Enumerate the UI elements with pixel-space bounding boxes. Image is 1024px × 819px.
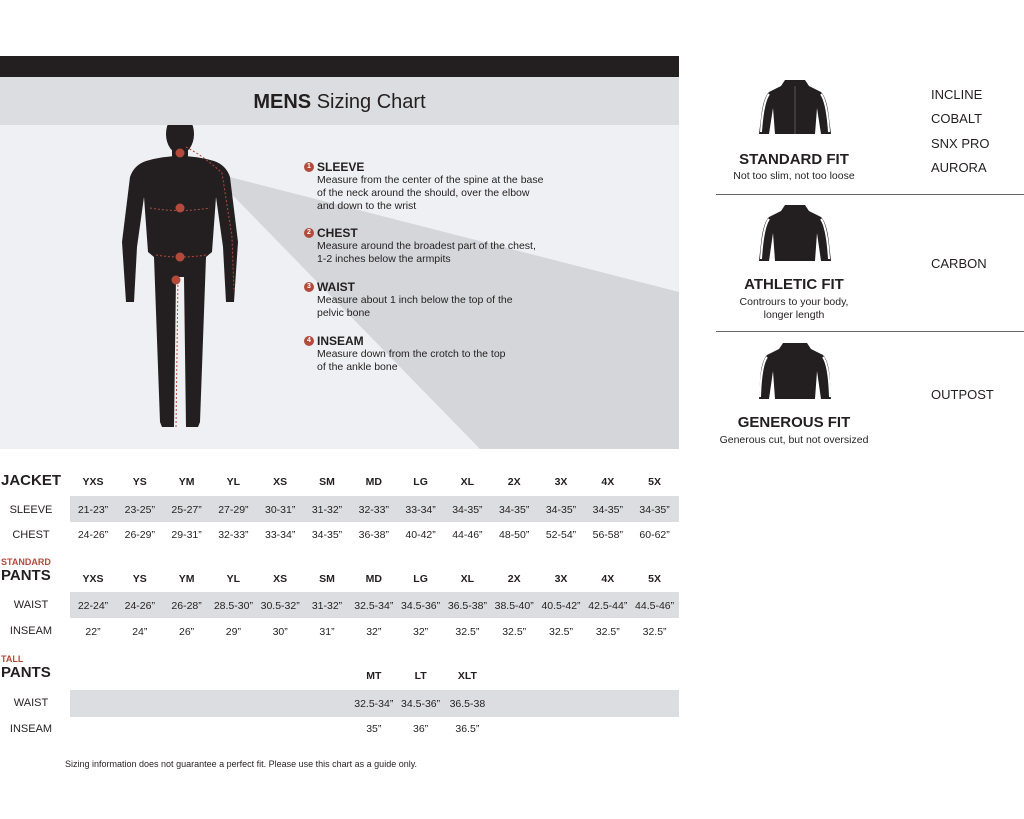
size-value-cell: 28.5-30”	[213, 600, 253, 612]
size-value-cell: 23-25”	[124, 504, 155, 516]
size-header-cell: 4X	[601, 476, 615, 488]
pants-label: PANTS	[1, 567, 51, 584]
size-value-cell: 29”	[225, 626, 241, 638]
size-value-cell: 30-31”	[265, 504, 296, 516]
size-value-cell: 44-46”	[452, 529, 483, 541]
size-header-cell: LT	[414, 670, 427, 682]
jacket-icon	[759, 203, 831, 263]
fit-athletic	[716, 195, 1024, 331]
size-header-cell: YS	[132, 476, 147, 488]
fit-desc-line: Generous cut, but not oversized	[719, 434, 869, 446]
size-header-cell: SM	[319, 476, 335, 488]
size-value-cell: 24-26”	[124, 600, 155, 612]
model-name: INCLINE	[931, 87, 983, 102]
size-header-cell: LG	[413, 476, 428, 488]
size-value-cell: 29-31”	[171, 529, 202, 541]
page-title	[0, 77, 679, 125]
size-value-cell: 36.5-38	[449, 698, 486, 710]
measure-desc	[317, 174, 567, 213]
fit-desc	[716, 170, 872, 183]
fit-desc-line: Not too slim, not too loose	[733, 170, 855, 182]
size-value-cell: 34-35”	[592, 504, 623, 516]
size-value-cell: 25-27”	[171, 504, 202, 516]
size-header-cell: YL	[226, 476, 241, 488]
size-header-cell: 2X	[507, 573, 521, 585]
size-header-cell: YXS	[82, 476, 104, 488]
size-value-cell: 22-24”	[77, 600, 109, 612]
size-header-cell: 5X	[648, 573, 662, 585]
size-value-cell: 32.5”	[549, 626, 573, 638]
measurement-waist	[304, 280, 567, 320]
row-label: WAIST	[13, 599, 49, 611]
pants-label: PANTS	[1, 664, 51, 681]
fit-desc-line: longer length	[763, 309, 825, 321]
tall-label: TALL	[1, 654, 24, 664]
size-value-cell: 42.5-44”	[588, 600, 628, 612]
size-header-cell: YXS	[82, 573, 104, 585]
size-value-cell: 26”	[179, 626, 195, 638]
model-name: AURORA	[931, 160, 987, 175]
size-header-cell: 2X	[507, 476, 521, 488]
size-value-cell: 60-62”	[639, 529, 670, 541]
size-value-cell: 34-35”	[639, 504, 670, 516]
size-value-cell: 31”	[319, 626, 335, 638]
fit-name: ATHLETIC FIT	[744, 276, 844, 293]
desc-line: Measure down from the crotch to the top	[317, 348, 506, 360]
size-value-cell: 30.5-32”	[260, 600, 300, 612]
fit-desc-line: Contrours to your body,	[739, 296, 849, 308]
desc-line: of the neck around the should, over the elbow	[317, 187, 530, 199]
size-value-cell: 56-58”	[592, 529, 623, 541]
size-header-cell: XS	[273, 476, 288, 488]
desc-line: 1-2 inches below the armpits	[317, 253, 451, 265]
size-value-cell: 32.5-34”	[354, 698, 394, 710]
fit-name: GENEROUS FIT	[737, 414, 851, 431]
size-value-cell: 33-34”	[405, 504, 436, 516]
desc-line: Measure around the broadest part of the chest,	[317, 240, 536, 252]
jacket-label: JACKET	[1, 472, 62, 489]
measure-desc	[317, 294, 567, 320]
size-value-cell: 34-35”	[545, 504, 577, 516]
size-header-cell: 3X	[554, 476, 568, 488]
size-value-cell: 32”	[366, 626, 382, 638]
size-header-cell: XL	[460, 476, 475, 488]
measure-number-badge: 1	[304, 162, 314, 172]
size-value-cell: 40-42”	[405, 529, 436, 541]
size-header-cell: MD	[365, 476, 382, 488]
size-value-cell: 32.5”	[595, 626, 620, 638]
size-value-cell: 32-33”	[218, 529, 249, 541]
size-value-cell: 52-54”	[545, 529, 577, 541]
row-label: WAIST	[13, 697, 49, 709]
size-value-cell: 35”	[366, 723, 382, 735]
size-value-cell: 32.5”	[642, 626, 667, 638]
size-value-cell: 38.5-40”	[494, 600, 534, 612]
model-name: COBALT	[931, 111, 983, 126]
size-value-cell: 21-23”	[77, 504, 109, 516]
size-value-cell: 31-32”	[311, 600, 343, 612]
size-value-cell: 34.5-36”	[401, 600, 441, 612]
row-label: SLEEVE	[9, 504, 53, 516]
measure-number-badge: 2	[304, 228, 314, 238]
size-value-cell: 40.5-42”	[541, 600, 581, 612]
measure-number-badge: 3	[304, 282, 314, 292]
size-value-cell: 36.5-38”	[447, 600, 487, 612]
fit-generous	[716, 332, 1024, 452]
size-value-cell: 34-35”	[499, 504, 530, 516]
fit-name: STANDARD FIT	[739, 151, 849, 168]
size-header-cell: 5X	[648, 476, 662, 488]
size-value-cell: 26-29”	[124, 529, 155, 541]
model-name: SNX PRO	[931, 136, 990, 151]
top-bar	[0, 56, 679, 77]
measure-name: INSEAM	[317, 334, 364, 348]
size-header-cell: YM	[178, 476, 195, 488]
size-header-cell: YS	[132, 573, 147, 585]
size-value-cell: 24-26”	[77, 529, 109, 541]
size-header-cell: MT	[366, 670, 382, 682]
jacket-icon	[759, 341, 831, 401]
size-value-cell: 26-28”	[171, 600, 202, 612]
row-label: INSEAM	[9, 723, 53, 735]
size-value-cell: 33-34”	[265, 529, 296, 541]
size-value-cell: 34-35”	[452, 504, 483, 516]
fit-desc	[716, 296, 872, 322]
size-value-cell: 22”	[85, 626, 101, 638]
model-name: OUTPOST	[931, 387, 994, 402]
size-value-cell: 48-50”	[499, 529, 530, 541]
size-header-cell: 3X	[554, 573, 568, 585]
standard-label: STANDARD	[1, 557, 51, 567]
measure-desc	[317, 348, 567, 374]
desc-line: of the ankle bone	[317, 361, 398, 373]
title-rest: Sizing Chart	[316, 91, 426, 113]
row-label: CHEST	[12, 529, 50, 541]
fit-standard	[716, 66, 1024, 194]
size-value-cell: 27-29”	[218, 504, 249, 516]
measure-name: CHEST	[317, 226, 358, 240]
measurement-sleeve	[304, 160, 567, 213]
size-value-cell: 32-33”	[358, 504, 389, 516]
size-value-cell: 30”	[272, 626, 288, 638]
size-value-cell: 24”	[132, 626, 148, 638]
size-value-cell: 32.5-34”	[354, 600, 394, 612]
size-header-cell: XS	[273, 573, 288, 585]
size-header-cell: MD	[365, 573, 382, 585]
measure-number-badge: 4	[304, 336, 314, 346]
size-value-cell: 36-38”	[358, 529, 389, 541]
measure-desc	[317, 240, 567, 266]
size-value-cell: 34-35”	[311, 529, 343, 541]
size-value-cell: 32”	[413, 626, 429, 638]
size-header-cell: LG	[413, 573, 428, 585]
size-header-cell: SM	[319, 573, 335, 585]
desc-line: Measure about 1 inch below the top of the	[317, 294, 513, 306]
measurement-chest	[304, 226, 567, 266]
desc-line: and down to the wrist	[317, 200, 417, 212]
sizing-figure-panel	[0, 77, 679, 449]
size-header-cell: 4X	[601, 573, 615, 585]
desc-line: pelvic bone	[317, 307, 371, 319]
measure-name: SLEEVE	[317, 160, 365, 174]
size-header-cell: YL	[226, 573, 241, 585]
body-silhouette	[122, 114, 238, 427]
measurement-inseam	[304, 334, 567, 374]
measure-name: WAIST	[317, 280, 355, 294]
fit-desc	[716, 434, 872, 447]
size-value-cell: 44.5-46”	[635, 600, 675, 612]
size-value-cell: 31-32”	[311, 504, 343, 516]
size-value-cell: 36.5”	[455, 723, 480, 735]
size-header-cell: XLT	[457, 670, 477, 682]
size-header-cell: YM	[178, 573, 195, 585]
size-value-cell: 34.5-36”	[401, 698, 441, 710]
jacket-icon	[759, 78, 831, 136]
row-label: INSEAM	[9, 625, 53, 637]
disclaimer: Sizing information does not guarantee a perfect fit. Please use this chart as a guide only.	[65, 759, 418, 769]
size-value-cell: 36”	[413, 723, 429, 735]
size-value-cell: 32.5”	[502, 626, 527, 638]
title-bold: MENS	[253, 91, 312, 113]
model-name: CARBON	[931, 256, 987, 271]
size-header-cell: XL	[460, 573, 475, 585]
size-value-cell: 32.5”	[455, 626, 480, 638]
desc-line: Measure from the center of the spine at the base	[317, 174, 544, 186]
